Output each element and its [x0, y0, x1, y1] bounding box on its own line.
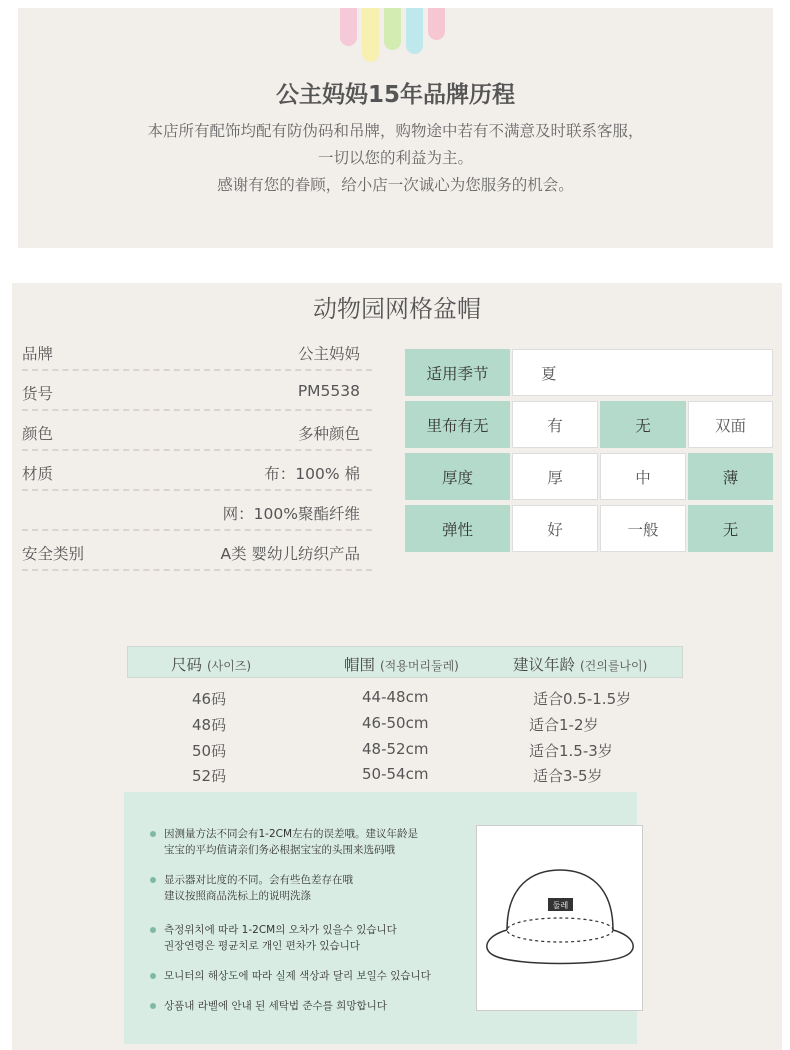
size-table-header — [127, 646, 683, 678]
age-cell: 适合3-5岁 — [533, 767, 603, 785]
spec-key: 材质 — [22, 465, 54, 483]
spec-value: A类 婴幼儿纺织产品 — [220, 545, 360, 563]
attr-label-thickness: 厚度 — [405, 453, 510, 500]
size-cell: 46码 — [192, 690, 227, 708]
note-item — [150, 922, 397, 954]
brand-title: 公主妈妈15年品牌历程 — [275, 82, 515, 108]
note-line: 建议按照商品洗标上的说明洗涤 — [164, 890, 311, 902]
bullet-icon — [150, 831, 156, 837]
attr-label-season: 适用季节 — [405, 349, 510, 396]
header-size-label: 尺码 — [171, 656, 203, 674]
hat-icon — [477, 826, 644, 1012]
size-cell: 48码 — [192, 716, 227, 734]
note-line: 권장연령은 평균치로 개인 편차가 있습니다 — [164, 940, 360, 952]
header-age-label: 建议年龄 — [513, 656, 576, 674]
stripe-pink — [340, 8, 357, 46]
circ-cell: 46-50cm — [362, 714, 429, 732]
attr-option-elasticity-selected: 无 — [688, 505, 773, 552]
note-item — [150, 998, 387, 1014]
attr-option-elasticity: 一般 — [600, 505, 686, 552]
brand-line: 本店所有配饰均配有防伪码和吊牌，购物途中若有不满意及时联系客服， — [147, 122, 644, 140]
circ-cell: 48-52cm — [362, 740, 429, 758]
hat-measure-illustration — [476, 825, 643, 1011]
header-age — [513, 653, 647, 675]
note-line: 측정위치에 따라 1-2CM의 오차가 있을수 있습니다 — [164, 924, 397, 936]
brand-panel — [18, 8, 773, 248]
circ-cell: 44-48cm — [362, 688, 429, 706]
age-cell: 适合0.5-1.5岁 — [533, 690, 632, 708]
size-cell: 52码 — [192, 767, 227, 785]
size-cell: 50码 — [192, 742, 227, 760]
spec-key: 颜色 — [22, 425, 54, 443]
header-size-kr: (사이즈) — [206, 659, 252, 673]
header-age-kr: (건의를나이) — [579, 659, 648, 673]
product-section — [12, 283, 782, 1050]
spec-row-material — [22, 451, 372, 491]
bullet-icon — [150, 877, 156, 883]
spec-row-safety — [22, 531, 372, 571]
age-cell: 适合1.5-3岁 — [529, 742, 613, 760]
header-size — [171, 653, 251, 675]
spec-key: 安全类别 — [22, 545, 85, 563]
note-line: 显示器对比度的不同。会有些色差存在哦 — [164, 874, 353, 886]
brand-line: 感谢有您的眷顾，给小店一次诚心为您服务的机会。 — [217, 176, 574, 194]
attr-label-lining: 里布有无 — [405, 401, 510, 448]
stripe-blue — [406, 8, 423, 54]
note-line: 因测量方法不同会有1-2CM左右的误差哦。建议年龄是 — [164, 828, 419, 840]
bullet-icon — [150, 927, 156, 933]
note-item — [150, 826, 418, 858]
age-cell: 适合1-2岁 — [529, 716, 599, 734]
note-line: 상품내 라벨에 안내 된 세탁법 준수를 희망합니다 — [164, 1000, 387, 1012]
note-line: 모니터의 해상도에 따라 실제 색상과 달리 보일수 있습니다 — [164, 970, 431, 982]
bullet-icon — [150, 973, 156, 979]
spec-row-brand — [22, 331, 372, 371]
stripe-yellow — [362, 8, 379, 62]
header-circ-label: 帽围 — [344, 656, 376, 674]
attr-option-thickness: 厚 — [512, 453, 598, 500]
note-line: 宝宝的平均值请亲们务必根据宝宝的头围来选码哦 — [164, 844, 395, 856]
attr-option-lining: 有 — [512, 401, 598, 448]
spec-value: PM5538 — [297, 382, 360, 400]
spec-key: 品牌 — [22, 345, 54, 363]
stripe-green — [384, 8, 401, 50]
brand-line: 一切以您的利益为主。 — [317, 149, 473, 167]
stripe-rose — [428, 8, 445, 40]
bullet-icon — [150, 1003, 156, 1009]
spec-key: 货号 — [22, 385, 54, 403]
brand-description — [18, 118, 773, 199]
attr-option-thickness: 中 — [600, 453, 686, 500]
attr-option-thickness-selected: 薄 — [688, 453, 773, 500]
spec-row-material-mesh — [22, 491, 372, 531]
spec-value: 多种颜色 — [297, 425, 360, 443]
spec-value: 网：100%聚酯纤维 — [222, 505, 360, 523]
circ-cell: 50-54cm — [362, 765, 429, 783]
attr-option-lining: 双面 — [688, 401, 773, 448]
color-stripes — [338, 8, 448, 68]
attr-value-season: 夏 — [512, 349, 773, 396]
attr-option-elasticity: 好 — [512, 505, 598, 552]
note-item — [150, 872, 353, 904]
attr-label-elasticity: 弹性 — [405, 505, 510, 552]
note-item — [150, 968, 431, 984]
spec-row-sku — [22, 371, 372, 411]
header-circ-kr: (적용머리둘레) — [379, 659, 459, 673]
spec-value: 布：100% 棉 — [264, 465, 360, 483]
spec-row-color — [22, 411, 372, 451]
product-title: 动物园网格盆帽 — [313, 295, 481, 323]
header-circ — [344, 653, 459, 675]
hat-label: 둘레 — [552, 901, 569, 910]
spec-value: 公主妈妈 — [297, 345, 360, 363]
attr-option-lining-selected: 无 — [600, 401, 686, 448]
